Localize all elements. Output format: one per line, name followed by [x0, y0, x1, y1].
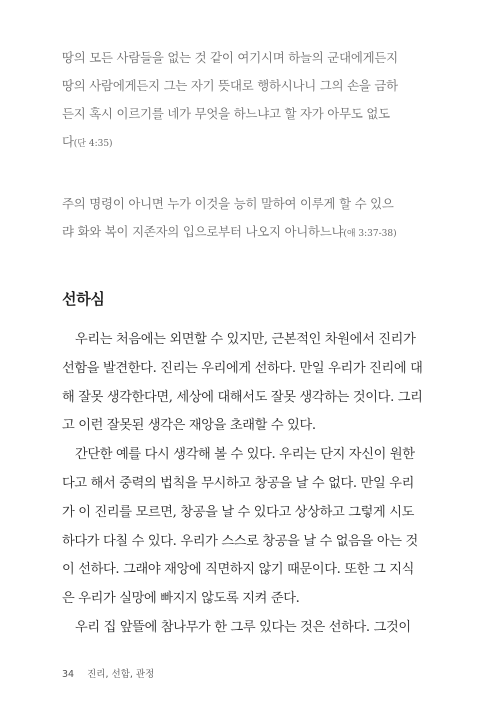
quote-line: 주의 명령이 아니면 누가 이것을 능히 말하여 이루게 할 수 있으 [62, 196, 394, 211]
quote-line: 땅의 모든 사람들을 없는 것 같이 여기시며 하늘의 군대에게든지 [62, 50, 398, 65]
quote-line-text: 랴 화와 복이 지존자의 입으로부터 나오지 아니하느냐 [62, 224, 344, 239]
scripture-quote-daniel [62, 44, 412, 156]
body-line: 고 이런 잘못된 생각은 재앙을 초래할 수 있다. [62, 418, 316, 434]
body-line: 우리 집 앞뜰에 참나무가 한 그루 있다는 것은 선하다. 그것이 [75, 619, 411, 635]
scripture-citation: (애 3:37-38) [343, 229, 397, 239]
body-text [62, 326, 422, 643]
body-line: 우리는 처음에는 외면할 수 있지만, 근본적인 차원에서 진리가 [75, 332, 416, 347]
body-line: 가 이 진리를 모르면, 창공을 날 수 있다고 상상하고 그렇게 시도 [62, 504, 414, 520]
quote-line: 땅의 사람에게든지 그는 자기 뜻대로 행하시나니 그의 손을 금하 [62, 78, 398, 93]
body-line: 해 잘못 생각한다면, 세상에 대해서도 잘못 생각하는 것이다. 그리 [62, 389, 423, 405]
running-title: 진리, 선함, 관정 [87, 669, 155, 680]
body-line: 은 우리가 실망에 빠지지 않도록 지켜 준다. [62, 591, 300, 607]
section-heading: 선하심 [62, 290, 105, 308]
quote-line-last [62, 218, 412, 246]
page-footer [62, 666, 154, 680]
quote-line-last [62, 128, 412, 156]
quote-line-text: 다 [62, 134, 74, 149]
body-line: 하다가 다칠 수 있다. 우리가 스스로 창공을 날 수 없음을 아는 것 [62, 533, 418, 549]
scripture-quote-lamentations [62, 190, 412, 246]
scripture-citation: (단 4:35) [73, 139, 113, 149]
body-line: 이 선하다. 그래야 재앙에 직면하지 않기 때문이다. 또한 그 지식 [62, 562, 414, 578]
quote-line: 든지 혹시 이르기를 네가 무엇을 하느냐고 할 자가 아무도 없도 [62, 106, 390, 121]
page-number: 34 [62, 669, 75, 680]
body-line: 선함을 발견한다. 진리는 우리에게 선하다. 만일 우리가 진리에 대 [62, 360, 423, 376]
body-line: 다고 해서 중력의 법칙을 무시하고 창공을 날 수 없다. 만일 우리 [62, 475, 414, 491]
body-line: 간단한 예를 다시 생각해 볼 수 있다. 우리는 단지 자신이 원한 [75, 447, 415, 463]
